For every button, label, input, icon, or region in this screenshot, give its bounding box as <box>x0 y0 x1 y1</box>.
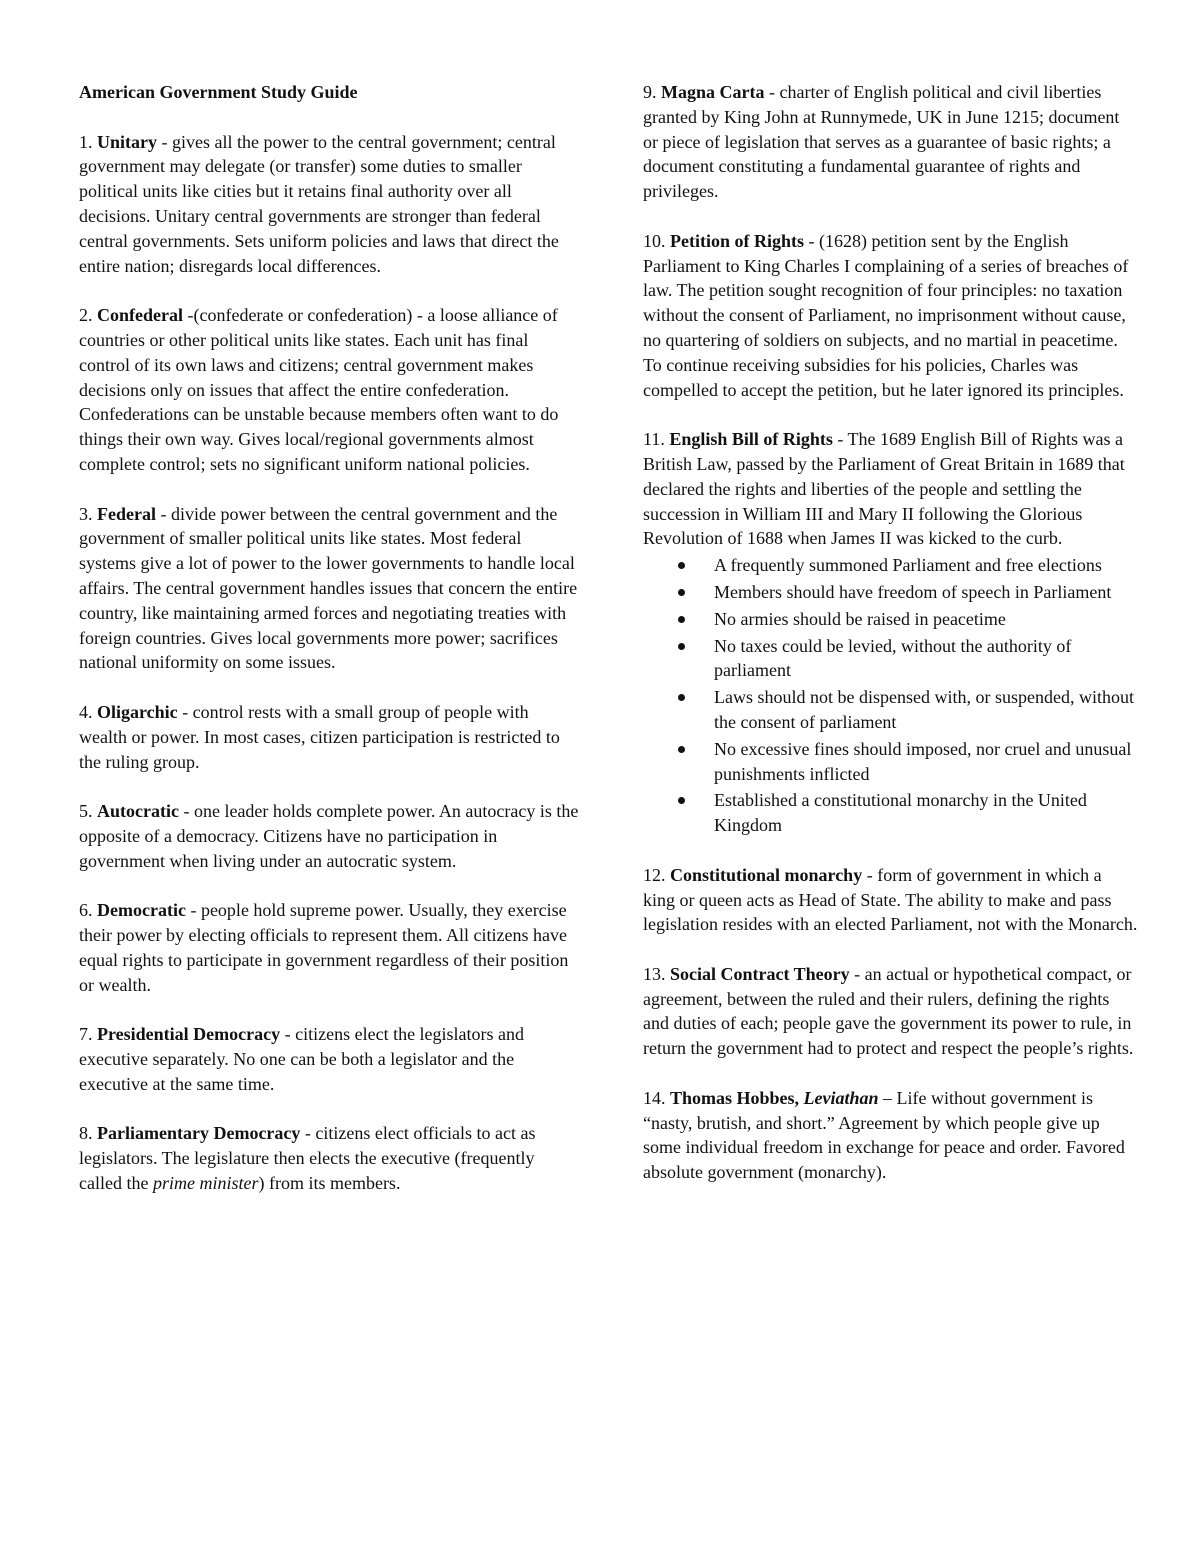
right-column <box>643 80 1138 1210</box>
entry-term: Federal <box>97 503 156 524</box>
entry-term: Confederal <box>97 305 183 326</box>
entry-term: Autocratic <box>97 801 179 822</box>
entry-social-contract-theory <box>643 962 1138 1061</box>
left-column <box>79 80 579 1221</box>
entry-magna-carta <box>643 80 1138 204</box>
entry-text: -(confederate or confederation) - a loose alliance of countries or other political units like states. Each unit has final control of its own laws and citizens; central government makes decisions only on issues that affect the entire confederation. Confederations can be unstable because members often want to do things their own way. Gives local/regional governments almost complete control; sets no significant uniform national policies. <box>79 305 559 474</box>
entry-paragraph <box>643 427 1138 551</box>
entry-number: 1. <box>79 131 93 152</box>
entry-number: 14. <box>643 1087 666 1108</box>
entry-federal <box>79 502 579 676</box>
list-item: Laws should not be dispensed with, or suspended, without the consent of parliament <box>714 685 1138 735</box>
entry-text: - people hold supreme power. Usually, they exercise their power by electing officials to represent them. All citizens have equal rights to participate in government regardless of their position or wealth. <box>79 900 569 995</box>
entry-english-bill-of-rights <box>643 427 1138 838</box>
entry-text: - (1628) petition sent by the English Parliament to King Charles I complaining of a series of breaches of law. The petition sought recognition of four principles: no taxation without the consent of Parliament, no imprisonment without cause, no quartering of soldiers on subjects, and no martial in peacetime. To continue receiving subsidies for his policies, Charles was compelled to accept the petition, but he later ignored its principles. <box>643 230 1129 400</box>
list-item: No excessive fines should imposed, nor cruel and unusual punishments inflicted <box>714 737 1138 787</box>
document-title: American Government Study Guide <box>79 82 358 102</box>
entry-term-italic: Leviathan <box>803 1087 879 1108</box>
entry-number: 7. <box>79 1024 93 1045</box>
entry-number: 4. <box>79 701 93 722</box>
entry-text: - form of government in which a king or queen acts as Head of State. The ability to make and pass legislation resides with an elected Parliament, not with the Monarch. <box>643 864 1138 935</box>
entry-term: Presidential Democracy <box>97 1024 281 1045</box>
entry-italic-text: prime minister <box>152 1173 259 1194</box>
entry-text: - control rests with a small group of people with wealth or power. In most cases, citizen participation is restricted to the ruling group. <box>79 701 560 772</box>
list-item: Members should have freedom of speech in Parliament <box>714 580 1138 605</box>
entry-number: 6. <box>79 900 93 921</box>
entry-number: 10. <box>643 230 666 251</box>
entry-parliamentary-democracy <box>79 1121 579 1195</box>
entry-term: Democratic <box>97 900 186 921</box>
entry-autocratic <box>79 799 579 873</box>
entry-number: 9. <box>643 82 657 102</box>
entry-number: 5. <box>79 801 93 822</box>
entry-text: - an actual or hypothetical compact, or agreement, between the ruled and their rulers, defining the rights and duties of each; people gave the government its power to rule, in return the government had to protect and respect the people’s rights. <box>643 963 1134 1059</box>
entry-text: – Life without government is “nasty, brutish, and short.” Agreement by which people give up some individual freedom in exchange for peace and order. Favored absolute government (monarchy). <box>643 1087 1125 1183</box>
bill-of-rights-list <box>643 553 1138 838</box>
entry-term: Magna Carta <box>661 82 765 102</box>
entry-term: English Bill of Rights <box>669 429 833 450</box>
entry-term: Social Contract Theory <box>670 963 850 984</box>
entry-term: Thomas Hobbes, <box>670 1087 804 1108</box>
entry-text: - charter of English political and civil liberties granted by King John at Runnymede, UK in June 1215; document or piece of legislation that serves as a guarantee of basic rights; a document constituting a fundamental guarantee of rights and privileges. <box>643 82 1120 202</box>
entry-constitutional-monarchy <box>643 863 1138 937</box>
entry-number: 11. <box>643 429 665 450</box>
entry-oligarchic <box>79 700 579 774</box>
entry-petition-of-rights <box>643 229 1138 403</box>
list-item: No armies should be raised in peacetime <box>714 607 1138 632</box>
entry-term: Parliamentary Democracy <box>97 1123 301 1144</box>
entry-unitary <box>79 130 579 279</box>
entry-thomas-hobbes <box>643 1086 1138 1185</box>
entry-number: 2. <box>79 305 93 326</box>
entry-number: 12. <box>643 864 666 885</box>
entry-text: - divide power between the central government and the government of smaller political units like states. Most federal systems give a lot of power to the lower governments to handle local affairs. The central government handles issues that concern the entire country, like maintaining armed forces and negotiating treaties with foreign countries. Gives local governments more power; sacrifices national uniformity on some issues. <box>79 503 578 673</box>
entry-text: - The 1689 English Bill of Rights was a British Law, passed by the Parliament of Great Britain in 1689 that declared the rights and liberties of the people and settling the succession in William III and Mary II following the Glorious Revolution of 1688 when James II was kicked to the curb. <box>643 429 1125 549</box>
entry-text: - citizens elect the legislators and executive separately. No one can be both a legislator and the executive at the same time. <box>79 1024 525 1094</box>
entry-term: Unitary <box>97 131 157 152</box>
entry-number: 13. <box>643 963 666 984</box>
entry-number: 3. <box>79 503 93 524</box>
list-item: Established a constitutional monarchy in the United Kingdom <box>714 788 1138 838</box>
list-item: No taxes could be levied, without the authority of parliament <box>714 634 1138 684</box>
entry-confederal <box>79 303 579 477</box>
entry-democratic <box>79 898 579 997</box>
entry-presidential-democracy <box>79 1022 579 1096</box>
entry-number: 8. <box>79 1123 93 1144</box>
entry-term: Constitutional monarchy <box>670 864 863 885</box>
entry-term: Petition of Rights <box>670 230 804 251</box>
entry-text-after: ) from its members. <box>258 1173 401 1194</box>
entry-text: - gives all the power to the central government; central government may delegate (or transfer) some duties to smaller political units like cities but it retains final authority over all decisions. Unitary central governments are stronger than federal central governments. Sets uniform policies and laws that direct the entire nation; disregards local differences. <box>79 131 559 276</box>
list-item: A frequently summoned Parliament and free elections <box>714 553 1138 578</box>
entry-term: Oligarchic <box>97 701 178 722</box>
entry-text: - one leader holds complete power. An autocracy is the opposite of a democracy. Citizens have no participation in government when living under an autocratic system. <box>79 801 579 871</box>
entry-text: - citizens elect officials to act as legislators. The legislature then elects the executive (frequently called the <box>79 1123 536 1194</box>
